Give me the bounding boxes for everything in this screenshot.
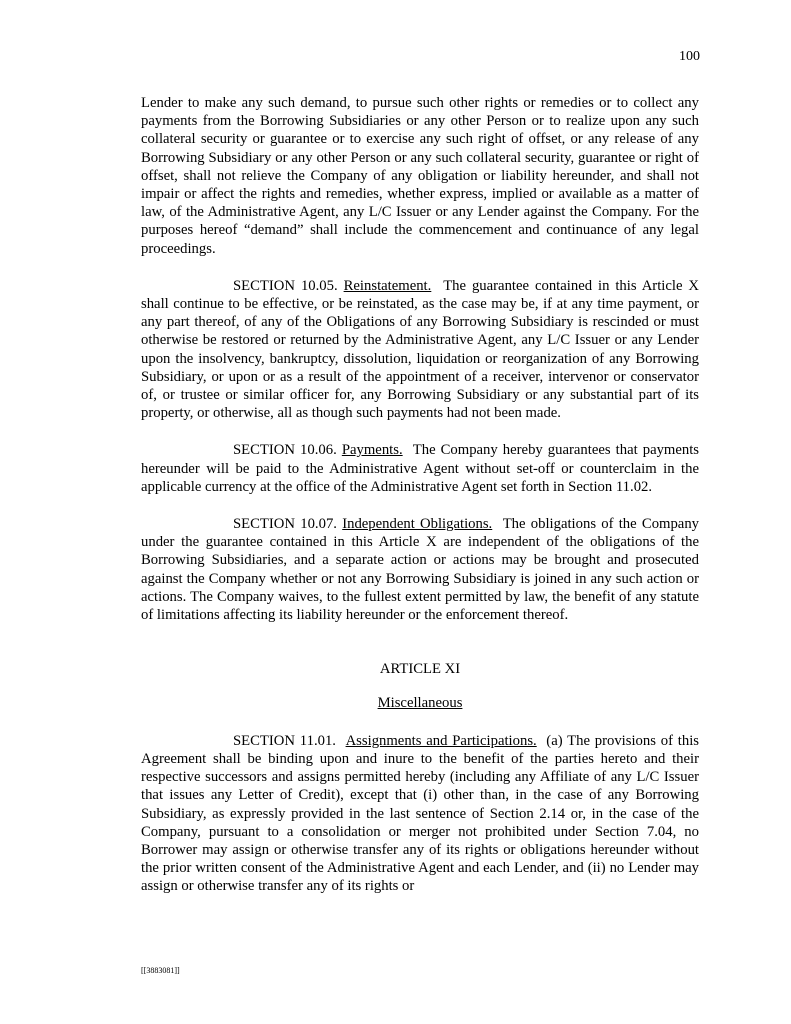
section-text: The guarantee contained in this Article X shall continue to be effective, or be reinstated, as the case may be, if at any time payment, or any part thereof, of any of the Obligations of any Borrowing Subsidiary is rescinded or must otherwise be restored or returned by the Administrative Agent, any L/C Issuer or any Lender upon the insolvency, bankruptcy, dissolution, liquidation or reorganization of any Borrowing Subsidiary, or upon or as a result of the appointment of a receiver, intervenor or conservator of, or trustee or similar officer for, any Borrowing Subsidiary or any substantial part of its property, or otherwise, all as though such payments had not been made. — [141, 277, 700, 422]
section-number: SECTION 11.01. — [233, 732, 336, 749]
section-10-06-paragraph — [141, 441, 699, 496]
document-body — [141, 94, 699, 896]
section-heading: Assignments and Participations. — [345, 732, 537, 749]
section-heading: Payments. — [341, 442, 403, 459]
section-text: The obligations of the Company under the guarantee contained in this Article X are independent of the obligations of the Borrowing Subsidiaries, and a separate action or actions may be brought and prosecuted against the Company whether or not any Borrowing Subsidiary is joined in any such action or actions. The Company waives, to the fullest extent permitted by law, the benefit of any statute of limitations affecting its liability hereunder or the enforcement thereof. — [141, 516, 700, 624]
section-text: The Company hereby guarantees that payments hereunder will be paid to the Administrative Agent without set-off or counterclaim in the applicable currency at the office of the Administrative Agent set forth in Section 11.02. — [141, 442, 700, 495]
section-10-05-paragraph — [141, 277, 699, 423]
page-number: 100 — [679, 49, 700, 64]
continuation-paragraph: Lender to make any such demand, to pursue such other rights or remedies or to collect any payments from the Borrowing Subsidiaries or any other Person or to realize upon any such collateral security or guarantee or to exercise any such right of offset, or any release of any Borrowing Subsidiary or any other Person or any such collateral security, guarantee or right of offset, shall not relieve the Company of any obligation or liability hereunder, and shall not impair or affect the rights and remedies, whether express, implied or available as a matter of law, of the Administrative Agent, any L/C Issuer or any Lender against the Company. For the purposes hereof “demand” shall include the commencement and continuance of any legal proceedings. — [141, 95, 699, 257]
section-number: SECTION 10.05. — [233, 277, 338, 294]
footer-document-id: [[3883081]] — [141, 966, 180, 975]
section-heading: Independent Obligations. — [342, 516, 493, 533]
section-text: (a) The provisions of this Agreement shall be binding upon and inure to the benefit of the parties hereto and their respective successors and assigns permitted hereby (including any Affiliate of any L/C Issuer that issues any Letter of Credit), except that (i) other than, in the case of any Borrowing Subsidiary, as expressly provided in the last sentence of Section 2.14 or, in the case of the Company, pursuant to a consolidation or merger not prohibited under Section 7.04, no Borrower may assign or otherwise transfer any of its rights or obligations hereunder without the prior written consent of the Administrative Agent and each Lender, and (ii) no Lender may assign or otherwise transfer any of its rights or — [141, 732, 700, 895]
section-11-01-paragraph — [141, 732, 699, 896]
section-number: SECTION 10.06. — [233, 442, 337, 459]
article-title: ARTICLE XI — [379, 661, 461, 678]
section-heading: Reinstatement. — [343, 277, 432, 294]
section-number: SECTION 10.07. — [233, 516, 337, 533]
article-subtitle-text: Miscellaneous — [377, 695, 463, 712]
article-subtitle — [141, 694, 699, 712]
section-10-07-paragraph — [141, 515, 699, 624]
